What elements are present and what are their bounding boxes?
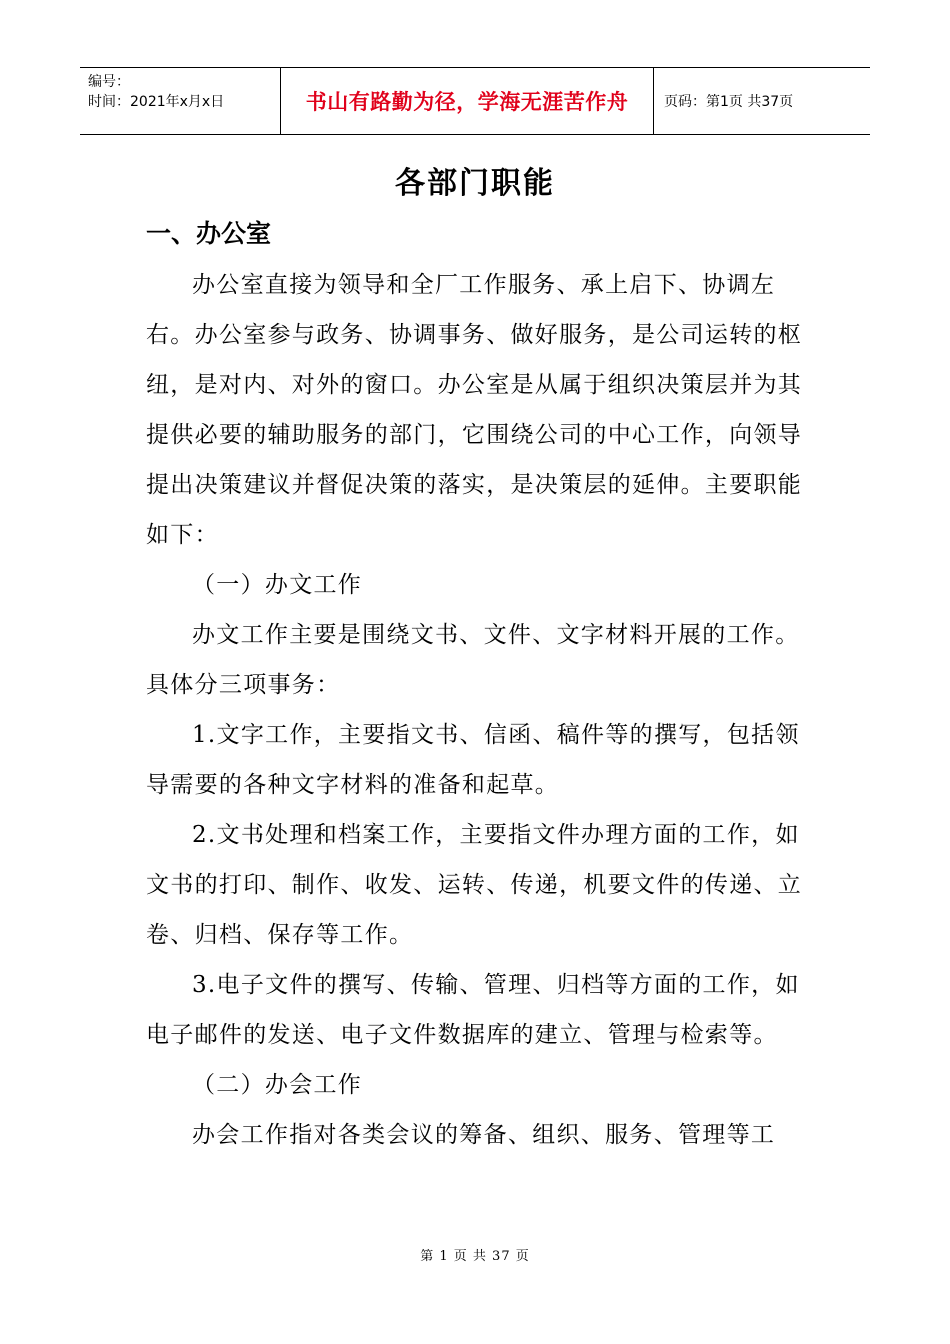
header-table xyxy=(80,67,870,135)
header-page-info: 页码：第1页 共37页 xyxy=(664,94,794,110)
page-footer: 第 1 页 共 37 页 xyxy=(420,1249,530,1264)
body-paragraph: （一）办文工作 xyxy=(192,572,363,598)
body-paragraph: 2.文书处理和档案工作，主要指文件办理方面的工作，如文书的打印、制作、收发、运转、传递，机要文件的传递、立卷、归档、保存等工作。 xyxy=(146,822,803,948)
document-title: 各部门职能 xyxy=(395,166,555,201)
header-meta-cell xyxy=(80,68,281,134)
body-paragraph: （二）办会工作 xyxy=(192,1072,363,1098)
body-paragraph: 办文工作主要是围绕文书、文件、文字材料开展的工作。具体分三项事务： xyxy=(146,622,800,698)
header-motto: 书山有路勤为径，学海无涯苦作舟 xyxy=(281,68,654,134)
body-paragraph: 办公室直接为领导和全厂工作服务、承上启下、协调左右。办公室参与政务、协调事务、做好服务，是公司运转的枢纽，是对内、对外的窗口。办公室是从属于组织决策层并为其提供必要的辅助服务的部门，它围绕公司的中心工作，向领导提出决策建议并督促决策的落实，是决策层的延伸。主要职能如下： xyxy=(146,272,803,548)
body-paragraph: 办会工作指对各类会议的筹备、组织、服务、管理等工 xyxy=(192,1122,776,1148)
body-paragraph: 3.电子文件的撰写、传输、管理、归档等方面的工作，如电子邮件的发送、电子文件数据库的建立、管理与检索等。 xyxy=(146,972,800,1048)
document-body xyxy=(146,260,814,1160)
document-number-label: 编号： xyxy=(88,74,130,90)
body-paragraph: 1.文字工作，主要指文书、信函、稿件等的撰写，包括领导需要的各种文字材料的准备和起草。 xyxy=(146,722,800,798)
section-heading: 一、办公室 xyxy=(146,219,272,248)
document-date-label: 时间：2021年x月x日 xyxy=(88,94,225,110)
